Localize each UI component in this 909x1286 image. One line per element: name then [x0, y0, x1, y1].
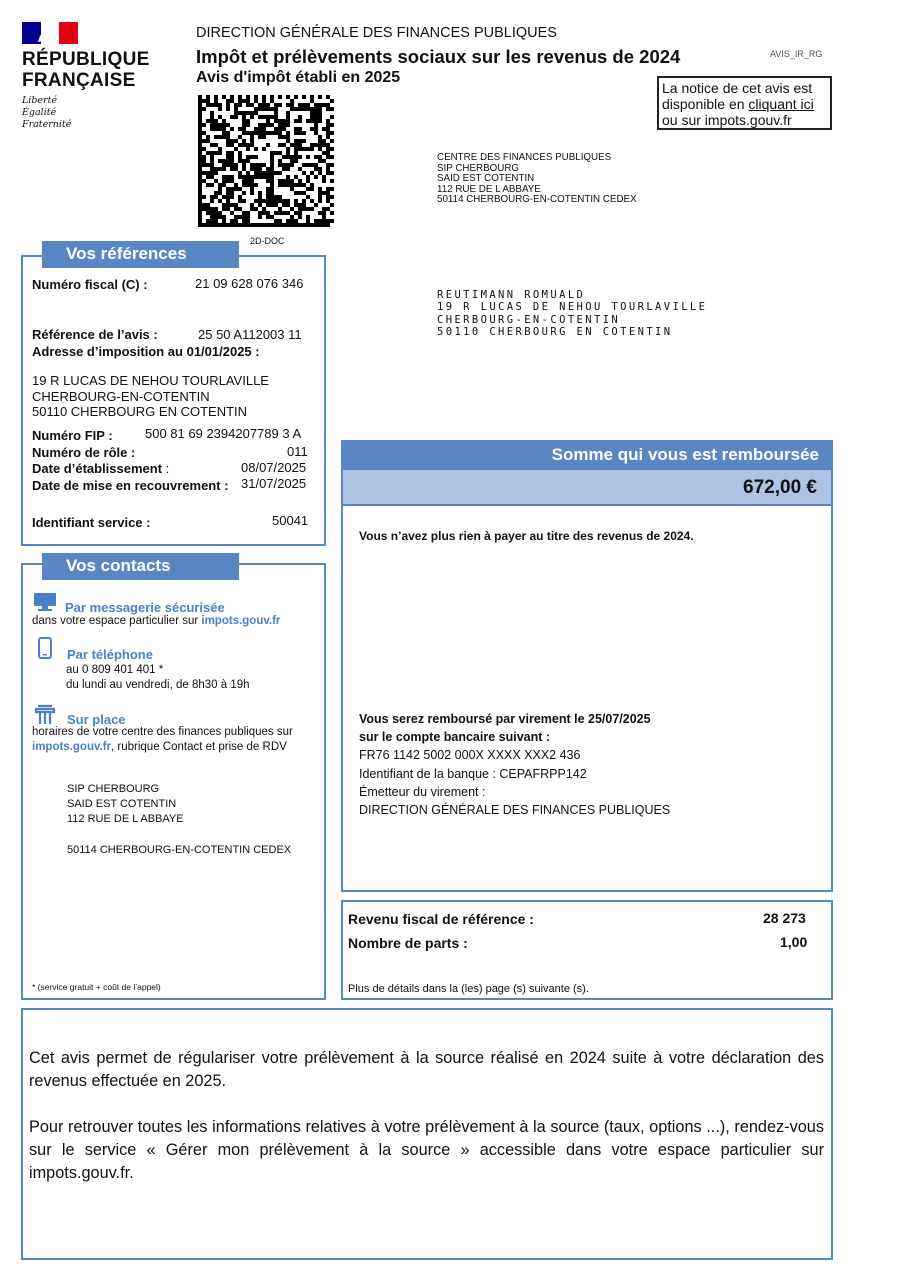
etab-value: 08/07/2025 [241, 460, 307, 475]
sender-line: 112 RUE DE L ABBAYE [437, 183, 541, 195]
sender-line: SIP CHERBOURG [437, 162, 520, 174]
parts-value: 1,00 [780, 934, 808, 950]
tax-address-line: 50110 CHERBOURG EN COTENTIN [32, 404, 248, 419]
sender-line: CENTRE DES FINANCES PUBLIQUES [437, 152, 612, 163]
messagerie-text: dans votre espace particulier sur impots.gouv.fr [32, 615, 281, 627]
recipient-line: 19 R LUCAS DE NEHOU TOURLAVILLE [437, 301, 708, 314]
tax-address-line: CHERBOURG-EN-COTENTIN [32, 388, 210, 404]
sender-line: 50114 CHERBOURG-EN-COTENTIN CEDEX [437, 194, 637, 206]
nothing-to-pay-text: Vous n’avez plus rien à payer au titre des revenus de 2024. [359, 529, 694, 543]
logo-motto [22, 95, 157, 131]
recipient-line: REUTIMANN ROMUALD [437, 289, 586, 301]
motto-fraternite: Fraternité [22, 119, 72, 130]
virement-line2: sur le compte bancaire suivant : [359, 730, 551, 744]
direction-label: DIRECTION GÉNÉRALE DES FINANCES PUBLIQUES [196, 25, 557, 41]
emitter: DIRECTION GÉNÉRALE DES FINANCES PUBLIQUES [359, 803, 671, 817]
refund-title: Somme qui vous est remboursée [551, 445, 819, 464]
motto-liberte: Liberté [22, 95, 58, 106]
role-label: Numéro de rôle : [32, 445, 136, 460]
iban: FR76 1142 5002 000X XXXX XXX2 436 [359, 748, 581, 762]
document-subtitle: Avis d'impôt établi en 2025 [196, 69, 401, 86]
refund-amount-row [341, 470, 833, 504]
service-id-value: 50041 [272, 513, 309, 528]
fiscal-number-value: 21 09 628 076 346 [195, 276, 304, 291]
office-line: SAID EST COTENTIN [67, 798, 177, 810]
office-address [67, 782, 184, 827]
republique-logo [22, 22, 157, 137]
building-icon [34, 704, 56, 726]
logo-line2: FRANÇAISE [22, 70, 136, 91]
messagerie-title: Par messagerie sécurisée [65, 600, 225, 615]
phone-hours: du lundi au vendredi, de 8h30 à 19h [66, 679, 250, 691]
info-paragraph-1: Cet avis permet de régulariser votre prélèvement à la source réalisé en 2024 suite à votre déclaration des revenus effectuée en 2025. [29, 1049, 824, 1090]
notice-link[interactable]: cliquant ici [748, 96, 814, 112]
contacts-footnote: * (service gratuit + coût de l’appel) [32, 982, 161, 992]
avis-reference-label: Référence de l’avis : [32, 327, 158, 342]
notice-box [657, 76, 832, 130]
fip-value: 500 81 69 2394207789 3 A [145, 426, 302, 441]
office-line: SIP CHERBOURG [67, 783, 160, 795]
messagerie-link[interactable]: impots.gouv.fr [201, 615, 281, 627]
bank-id: Identifiant de la banque : CEPAFRPP142 [359, 767, 587, 781]
parts-label: Nombre de parts : [348, 935, 468, 951]
sender-line: SAID EST COTENTIN [437, 173, 535, 185]
phone-number: au 0 809 401 401 * [66, 664, 164, 676]
notice-line1: La notice de cet avis est [662, 80, 813, 96]
info-paragraph-2: Pour retrouver toutes les informations relatives à votre prélèvement à la source (taux, options ...), rendez-vous sur le service « Gérer mon prélèvement à la source » accessible dans votre espace particulier sur impots.gouv.fr. [29, 1118, 824, 1182]
refund-header [341, 440, 833, 470]
virement-line1: Vous serez remboursé par virement le 25/07/2025 [359, 712, 651, 726]
flag-icon [22, 22, 78, 44]
recipient-line: 50110 CHERBOURG EN COTENTIN [437, 325, 673, 338]
document-code: AVIS_IR_RG [770, 49, 823, 59]
fiscal-number-label: Numéro fiscal (C) : [32, 277, 148, 292]
emitter-label: Émetteur du virement : [359, 785, 486, 799]
contacts-title: Vos contacts [42, 553, 239, 580]
place-text: horaires de votre centre des finances publiques sur [32, 726, 293, 738]
fip-label: Numéro FIP : [32, 428, 113, 443]
references-title: Vos références [42, 241, 239, 268]
phone-icon [38, 637, 52, 659]
recouvrement-label: Date de mise en recouvrement : [32, 478, 229, 493]
tax-address [32, 373, 269, 420]
office-line: 112 RUE DE L ABBAYE [67, 813, 184, 825]
service-id-label: Identifiant service : [32, 515, 151, 530]
sender-address [437, 153, 637, 206]
more-details: Plus de détails dans la (les) page (s) suivante (s). [348, 983, 589, 995]
place-link[interactable]: impots.gouv.fr [32, 741, 112, 753]
office-city: 50114 CHERBOURG-EN-COTENTIN CEDEX [67, 844, 292, 856]
motto-egalite: Égalité [22, 107, 57, 118]
notice-line3: ou sur impots.gouv.fr [662, 112, 792, 128]
computer-icon [33, 592, 57, 612]
logo-line1: RÉPUBLIQUE [22, 49, 150, 70]
rfr-label: Revenu fiscal de référence : [348, 911, 534, 927]
place-text-2: impots.gouv.fr, rubrique Contact et prise de RDV [32, 741, 287, 753]
etab-label: Date d’établissement : [32, 461, 170, 476]
refund-body [341, 504, 833, 892]
role-value: 011 [287, 444, 308, 459]
document-title: Impôt et prélèvements sociaux sur les revenus de 2024 [196, 46, 681, 67]
address-label: Adresse d’imposition au 01/01/2025 : [32, 344, 260, 359]
recipient-address [437, 289, 707, 338]
notice-line2: disponible en cliquant ici [662, 96, 814, 112]
tax-address-line: 19 R LUCAS DE NEHOU TOURLAVILLE [32, 373, 269, 388]
barcode-label: 2D-DOC [250, 236, 285, 246]
recipient-line: CHERBOURG-EN-COTENTIN [437, 313, 621, 326]
2d-doc-barcode [198, 94, 334, 228]
recouvrement-value: 31/07/2025 [241, 476, 307, 491]
refund-amount: 672,00 € [743, 477, 817, 498]
rfr-value: 28 273 [763, 910, 806, 926]
phone-title: Par téléphone [67, 647, 153, 662]
avis-reference-value: 25 50 A112003 11 [198, 327, 302, 342]
place-title: Sur place [67, 712, 126, 727]
